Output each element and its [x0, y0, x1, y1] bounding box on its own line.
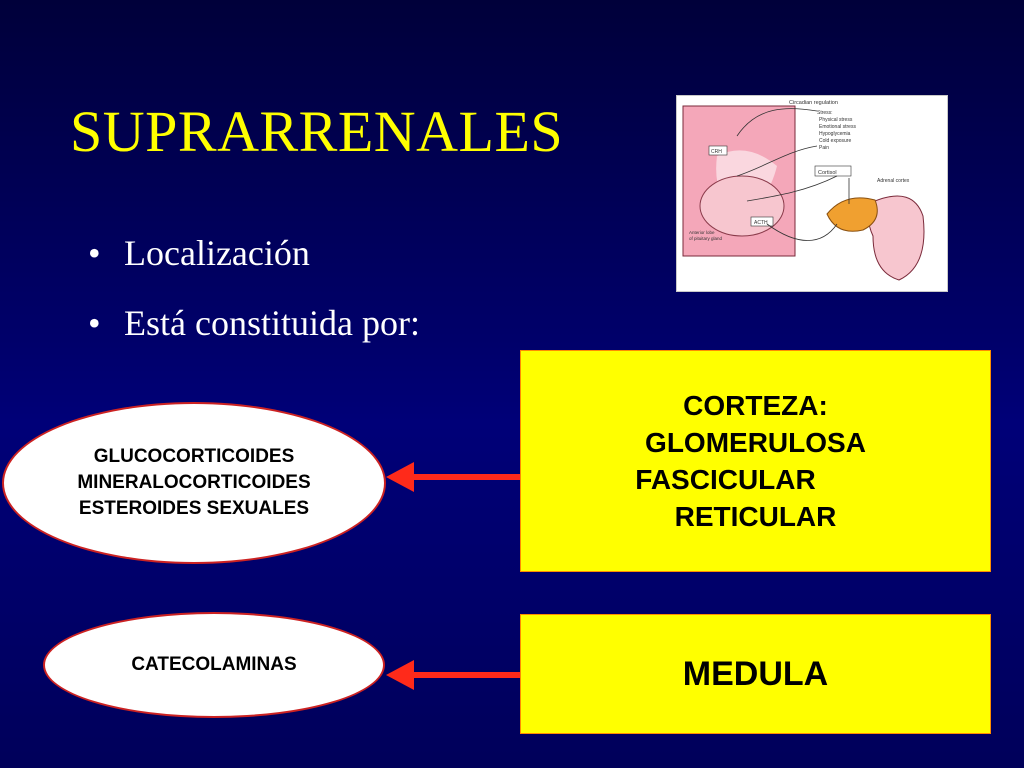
arrow-left-icon [386, 660, 414, 690]
stress-item: Cold exposure [819, 138, 852, 144]
medula-products-ellipse [43, 612, 385, 718]
stress-item: Emotional stress [819, 124, 856, 130]
bullet-dot-icon: • [88, 233, 101, 273]
corteza-zone: FASCICULAR [635, 464, 816, 495]
stress-item: Physical stress [819, 117, 853, 123]
corteza-zone: RETICULAR [674, 501, 837, 532]
crh-label: CRH [711, 149, 722, 155]
medula-box [520, 614, 991, 734]
hpa-axis-illustration [677, 96, 947, 291]
arrow-left-icon [386, 462, 414, 492]
cortisol-label: Cortisol [818, 170, 837, 176]
bullet-item [88, 302, 420, 372]
slide-title: SUPRARRENALES [70, 99, 564, 164]
bullet-item [88, 232, 420, 302]
pituitary-label: of pituitary gland [689, 236, 723, 241]
adrenal-gland-shape [827, 198, 877, 231]
hormone-label: MINERALOCORTICOIDES [77, 472, 311, 493]
corteza-heading: CORTEZA: [683, 390, 828, 421]
hormone-label: CATECOLAMINAS [131, 654, 297, 675]
corteza-arrow [386, 462, 520, 492]
circadian-label: Circadian regulation [789, 100, 838, 106]
corteza-zone: GLOMERULOSA [645, 427, 866, 458]
hpa-axis-figure [676, 95, 948, 292]
hormone-label: GLUCOCORTICOIDES [93, 446, 295, 467]
corteza-box [520, 350, 991, 572]
stress-item: Pain [819, 145, 830, 151]
adrenal-cortex-label: Adrenal cortex [877, 178, 910, 184]
medula-label: MEDULA [682, 654, 829, 693]
bullet-list [88, 232, 420, 372]
pituitary-label: Anterior lobe [689, 230, 715, 235]
bullet-text: Localización [124, 233, 310, 273]
bullet-text: Está constituida por: [124, 303, 420, 343]
acth-label: ACTH [754, 220, 768, 226]
bullet-dot-icon: • [88, 303, 101, 343]
stress-item: Hypoglycemia [819, 131, 851, 137]
corteza-products-ellipse [2, 402, 386, 564]
stress-label: Stress: [817, 110, 833, 116]
medula-arrow [386, 660, 520, 690]
hormone-label: ESTEROIDES SEXUALES [78, 498, 310, 519]
